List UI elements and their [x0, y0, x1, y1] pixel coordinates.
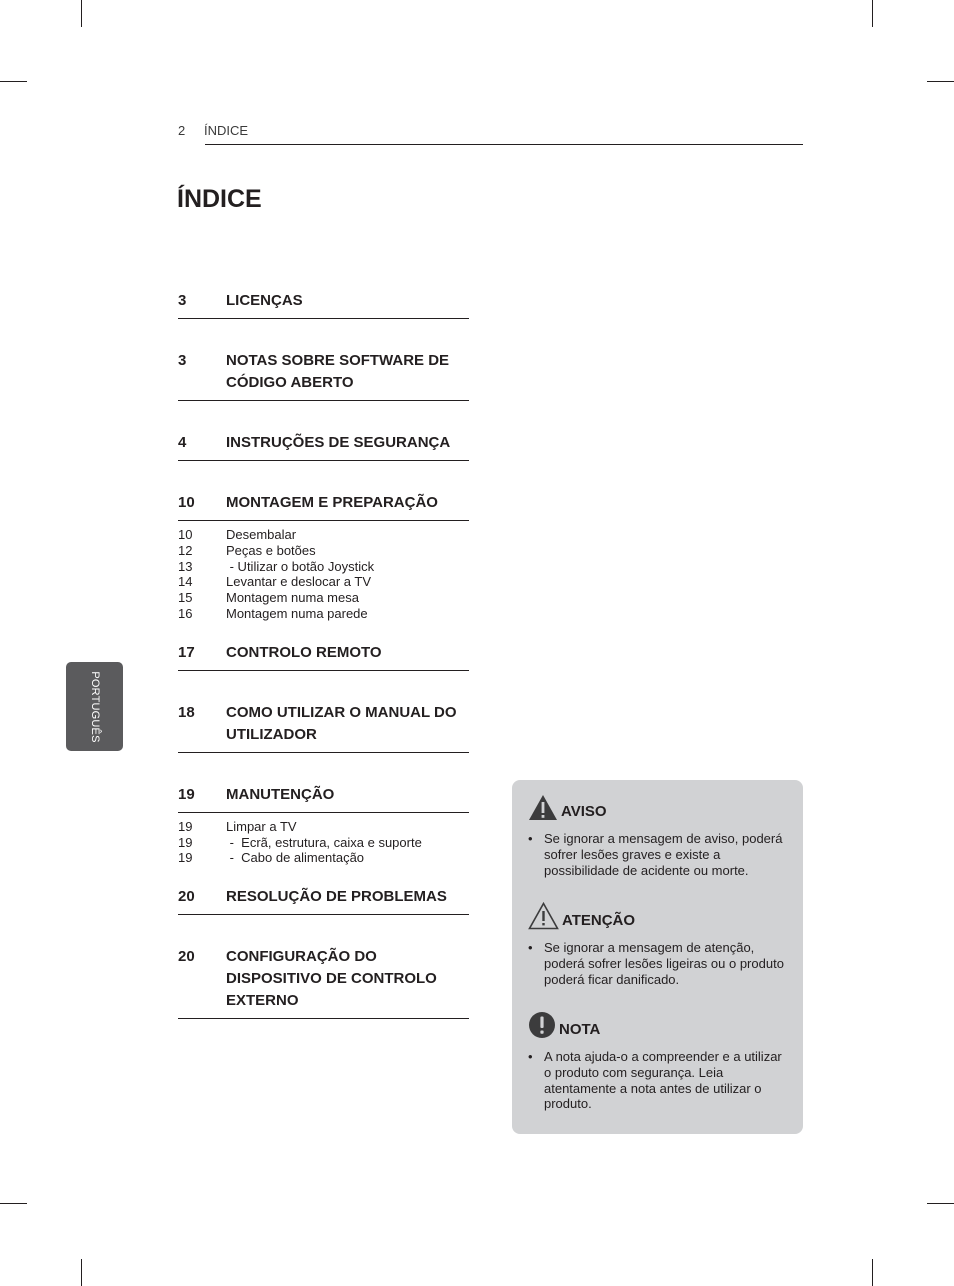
toc-sub-item: [178, 590, 469, 606]
crop-mark: [927, 1203, 954, 1204]
toc-sub-title: Desembalar: [226, 527, 297, 542]
warning-outline-triangle-icon: [528, 902, 559, 930]
toc-page-number: 17: [178, 643, 195, 661]
notice-heading: NOTA: [559, 1021, 601, 1038]
toc-page-number: 19: [178, 785, 195, 803]
toc-sub-page-number: 19: [178, 818, 193, 834]
crop-mark: [927, 81, 954, 82]
toc-sub-title: - Utilizar o botão Joystick: [226, 558, 375, 574]
toc-sub-item: [178, 574, 469, 590]
toc-sub-item: [178, 835, 469, 851]
notice-text: • Se ignorar a mensagem de aviso, poderá sofrer lesões graves e existe a possibilidade de acidente ou morte.: [528, 831, 790, 878]
toc-sub-page-number: 15: [178, 590, 193, 606]
toc-sub-page-number: 10: [178, 527, 193, 542]
page-title: ÍNDICE: [177, 185, 262, 213]
page-number: 2: [178, 123, 186, 138]
toc-page-number: 3: [178, 292, 187, 309]
crop-mark: [0, 81, 27, 82]
notice-text: • A nota ajuda-o a compreender e a utilizar o produto com segurança. Leia atentamente a nota antes de utilizar o produto.: [528, 1049, 790, 1112]
toc-entry: [178, 492, 469, 521]
toc-sub-page-number: 19: [178, 850, 193, 866]
toc-page-number: 4: [178, 434, 187, 451]
toc-entry: [178, 642, 469, 671]
toc-sub-page-number: 19: [178, 834, 193, 850]
toc-sub-title: Montagem numa mesa: [226, 590, 359, 606]
toc-sub-item: [178, 543, 469, 559]
toc-sub-item: [178, 606, 469, 622]
toc-entry: [178, 290, 469, 319]
notice-atencao: [528, 902, 790, 987]
language-label: PORTUGUÊS: [88, 670, 101, 743]
toc-entry: [178, 702, 469, 753]
toc-title: INSTRUÇÕES DE SEGURANÇA: [226, 434, 451, 451]
warning-filled-triangle-icon: [528, 794, 558, 821]
toc-title: MANUTENÇÃO: [226, 785, 335, 803]
crop-mark: [0, 1203, 27, 1204]
toc-page-number: 3: [178, 352, 187, 369]
language-side-tab: [66, 662, 123, 751]
toc-title: NOTAS SOBRE SOFTWARE DE CÓDIGO ABERTO: [226, 352, 450, 391]
toc-title: COMO UTILIZAR O MANUAL DO UTILIZADOR: [226, 703, 457, 743]
toc-entry: [178, 946, 469, 1019]
notice-list: [528, 831, 790, 878]
toc-entry: [178, 886, 469, 915]
toc-sub-item: [178, 819, 469, 835]
toc-entry: [178, 432, 469, 461]
crop-mark: [872, 0, 873, 27]
notice-list: [528, 1049, 790, 1112]
notice-aviso: [528, 794, 790, 878]
crop-mark: [81, 0, 82, 27]
notice-text: • Se ignorar a mensagem de atenção, poderá sofrer lesões ligeiras ou o produto poderá ficar danificado.: [528, 940, 790, 987]
toc-title: MONTAGEM E PREPARAÇÃO: [226, 494, 438, 511]
toc-title: CONTROLO REMOTO: [226, 643, 382, 661]
crop-mark: [81, 1259, 82, 1286]
toc-entry: [178, 784, 469, 813]
toc-sub-list: [178, 819, 469, 866]
toc-sub-item: [178, 527, 469, 543]
toc-sub-page-number: 12: [178, 542, 193, 558]
toc-sub-title: Montagem numa parede: [226, 605, 368, 621]
toc-title: RESOLUÇÃO DE PROBLEMAS: [226, 888, 447, 906]
toc-sub-title: - Ecrã, estrutura, caixa e suporte: [226, 834, 422, 850]
notice-nota: [528, 1011, 790, 1112]
notice-list: [528, 940, 790, 987]
running-header-section: ÍNDICE: [204, 123, 249, 138]
notice-box: [512, 780, 803, 1134]
toc-page-number: 20: [178, 888, 195, 906]
notice-heading: ATENÇÃO: [562, 912, 636, 929]
crop-mark: [872, 1259, 873, 1286]
toc-sub-title: Peças e botões: [226, 542, 316, 558]
toc-sub-page-number: 16: [178, 605, 193, 621]
toc-sub-page-number: 14: [178, 574, 193, 590]
toc-sub-page-number: 13: [178, 558, 193, 574]
notice-heading: AVISO: [561, 803, 607, 820]
toc-sub-title: - Cabo de alimentação: [226, 850, 365, 866]
toc-sub-item: [178, 850, 469, 866]
header-rule: [205, 144, 803, 145]
table-of-contents: [178, 290, 469, 1019]
toc-title: CONFIGURAÇÃO DO DISPOSITIVO DE CONTROLO EXTERNO: [226, 948, 437, 1010]
toc-sub-list: [178, 527, 469, 622]
toc-entry: [178, 350, 469, 401]
toc-sub-title: Limpar a TV: [226, 818, 297, 834]
toc-sub-item: [178, 559, 469, 575]
toc-page-number: 20: [178, 948, 195, 966]
toc-page-number: 18: [178, 703, 195, 721]
toc-sub-title: Levantar e deslocar a TV: [226, 574, 372, 590]
toc-title: LICENÇAS: [226, 292, 303, 309]
toc-page-number: 10: [178, 494, 195, 511]
exclamation-circle-icon: [528, 1011, 556, 1039]
